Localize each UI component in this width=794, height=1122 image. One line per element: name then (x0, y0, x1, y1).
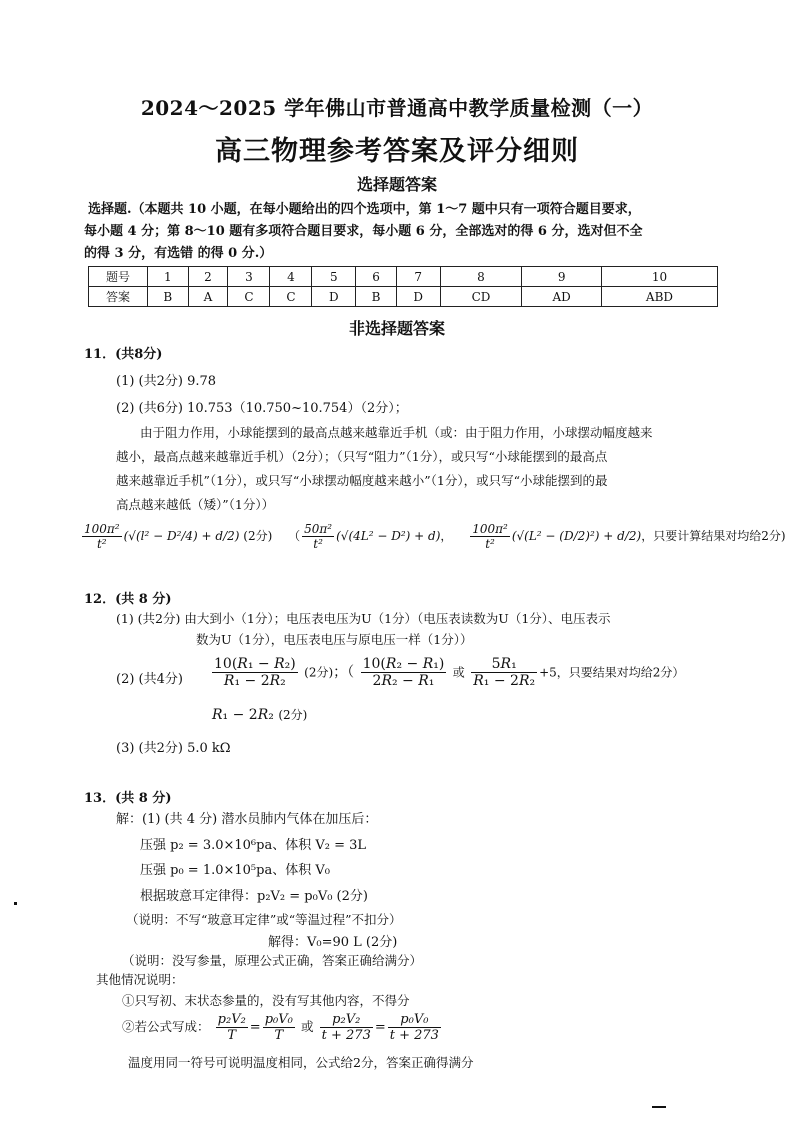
choice-intro-line-2: 每小题 4 分；第 8～10 题有多项符合题目要求，每小题 6 分，全部选对的得 6 分，选对但不全 (84, 224, 643, 239)
q11-reason-line-2: 越小，最高点越来越靠近手机）（2分）；（只写“阻力”（1分），或只写“小球能摆到的最高点 (116, 449, 608, 464)
q13-state-p0: 压强 p₀ = 1.0×10⁵pa、体积 V₀ (140, 863, 330, 878)
q11-part2: (2) (共6分) 10.753（10.750~10.754）（2分）； (116, 401, 408, 416)
q13-case-1: ①只写初、末状态参量的，没有写其他内容，不得分 (122, 993, 410, 1008)
q13-title: 13．(共 8 分) (84, 791, 172, 806)
answer-key-title: 高三物理参考答案及评分细则 (215, 136, 579, 167)
q11-part1: (1) (共2分) 9.78 (116, 374, 217, 389)
table-cell: B (356, 287, 397, 307)
table-cell: CD (440, 287, 522, 307)
table-row-numbers (89, 267, 718, 287)
table-cell: 4 (270, 267, 312, 287)
table-cell: 7 (396, 267, 440, 287)
q13-note-1: （说明：不写“玻意耳定律”或“等温过程”不扣分） (126, 912, 402, 927)
table-cell: A (188, 287, 228, 307)
q12-part2-label: (2) (共4分) (116, 672, 183, 687)
table-cell: C (228, 287, 270, 307)
formula-fraction: $\frac{\text{p₂V₂}}{T}$ (217, 1012, 246, 1043)
row-label-answer: 答案 (89, 287, 148, 307)
row-label-number: 题号 (89, 267, 148, 287)
formula-fraction: $\frac{\text{p₀V₀}}{T}$ (264, 1012, 293, 1043)
q11-title: 11．(共8分) (84, 347, 163, 362)
choice-intro-line-1: 选择题.（本题共 10 小题，在每小题给出的四个选项中，第 1～7 题中只有一项符合题目要求， (88, 202, 641, 217)
formula-fraction: $\frac{\text{50π²}}{\text{t²}}$ (304, 522, 333, 551)
q13-other-cases: 其他情况说明： (96, 972, 184, 987)
q12-title: 12．(共 8 分) (84, 592, 172, 607)
table-cell: 3 (228, 267, 270, 287)
table-cell: D (396, 287, 440, 307)
formula-fraction: $\frac{\text{100π²}}{\text{t²}}$ (472, 522, 508, 551)
table-cell: 2 (188, 267, 228, 287)
q11-formula-line: $\frac{\text{100π²}}{\text{t²}}$ (√(l² − D²/4) + d/2) (2分) （ $\frac{\text{50π²}}{\text{t²}}$ (√(4L² − D²) + d)， $\frac{\text{100π²}}{\text{t²}}$ (√(L² − (D/2)²) + d/2)，只要计算结果对均给2分) (84, 522, 786, 551)
q12-part3: (3) (共2分) 5.0 kΩ (116, 741, 231, 756)
q11-formula-score: (2分) (243, 529, 273, 543)
formula-fraction: $\frac{\text{100π²}}{\text{t²}}$ (84, 522, 120, 551)
q13-result: 解得：V₀=90 L (2分) (268, 935, 398, 950)
q12-part2-score: (2分) (304, 665, 334, 680)
formula-fraction: $\frac{\text{10(R₂ − R₁)}}{\text{2R₂ − R₁}}$ (362, 656, 445, 689)
table-cell: AD (522, 287, 602, 307)
q12-part2-denominator-score: (2分) (278, 708, 308, 722)
table-cell: B (148, 287, 189, 307)
q11-formula-note: ，只要计算结果对均给2分) (641, 529, 786, 543)
q13-case-2: ②若公式写成： $\frac{\text{p₂V₂}}{T}$ = $\frac{\text{p₀V₀}}{T}$ 或 $\frac{\text{p₂V₂}}{t + 273}$ = $\frac{\text{p₀V₀}}{t + 273}$ (122, 1012, 439, 1043)
answer-table (88, 266, 718, 307)
q13-solution-intro: 解：(1) (共 4 分) 潜水员肺内气体在加压后： (116, 812, 378, 827)
scan-speck (652, 1106, 666, 1108)
formula-fraction: $\frac{\text{10(R₁ − R₂)}}{\text{R₁ − 2R₂}}$ (214, 656, 296, 689)
table-cell: C (270, 287, 312, 307)
formula-fraction: $\frac{\text{p₀V₀}}{t + 273}$ (389, 1012, 439, 1043)
q12-part2-formula: $\frac{\text{10(R₁ − R₂)}}{\text{R₁ − 2R₂}}$ (2分)；（ $\frac{\text{10(R₂ − R₁)}}{\text{2R₂ − R₁}}$ 或 $\frac{\text{5R₁}}{\text{R₁ − 2R₂}}$ +5，只要结果对均给2分） (214, 656, 685, 689)
q12-part2-note: +5，只要结果对均给2分） (539, 665, 685, 680)
q13-boyle-law: 根据玻意耳定律得：p₂V₂ = p₀V₀ (2分) (140, 889, 368, 904)
exam-title: 2024～2025 学年佛山市普通高中教学质量检测（一） (140, 96, 654, 120)
q11-reason-line-3: 越来越靠近手机”（1分），或只写“小球摆动幅度越来越小”（1分），或只写“小球能摆到的最 (116, 473, 608, 488)
q11-reason-line-1: 由于阻力作用，小球能摆到的最高点越来越靠近手机（或：由于阻力作用，小球摆动幅度越来 (140, 425, 653, 440)
choice-section-heading: 选择题答案 (356, 175, 437, 194)
q12-part2-or: 或 (452, 665, 465, 680)
table-cell: 8 (440, 267, 522, 287)
table-row-answers (89, 287, 718, 307)
table-cell: ABD (601, 287, 717, 307)
q11-reason-line-4: 高点越来越低（矮）”（1分）） (116, 497, 275, 512)
table-cell: 5 (312, 267, 356, 287)
q13-state-p2: 压强 p₂ = 3.0×10⁶pa、体积 V₂ = 3L (140, 838, 367, 853)
nonchoice-section-heading: 非选择题答案 (348, 319, 445, 338)
table-cell: 10 (601, 267, 717, 287)
table-cell: 6 (356, 267, 397, 287)
q13-case-2-or: 或 (300, 1019, 314, 1034)
q13-case-2-tail: 温度用同一符号可说明温度相同，公式给2分，答案正确得满分 (128, 1055, 474, 1070)
table-cell: 1 (148, 267, 189, 287)
choice-intro-line-3: 的得 3 分，有选错 的得 0 分.） (84, 246, 273, 261)
q13-case-2-prefix: ②若公式写成： (122, 1019, 210, 1034)
scan-speck (14, 902, 17, 905)
q12-part2-denominator: R₁ − 2R₂ (2分) (212, 707, 308, 723)
q12-part1-line-1: (1) (共2分) 由大到小（1分）；电压表电压为U（1分）（电压表读数为U（1分）、电压表示 (116, 611, 611, 626)
q13-note-2: （说明：没写参量，原理公式正确，答案正确给满分） (122, 953, 423, 968)
formula-fraction: $\frac{\text{p₂V₂}}{t + 273}$ (321, 1012, 371, 1043)
q12-part1-line-2: 数为U（1分），电压表电压与原电压一样（1分）） (196, 632, 473, 647)
formula-fraction: $\frac{\text{5R₁}}{\text{R₁ − 2R₂}}$ (473, 656, 536, 689)
table-cell: 9 (522, 267, 602, 287)
table-cell: D (312, 287, 356, 307)
